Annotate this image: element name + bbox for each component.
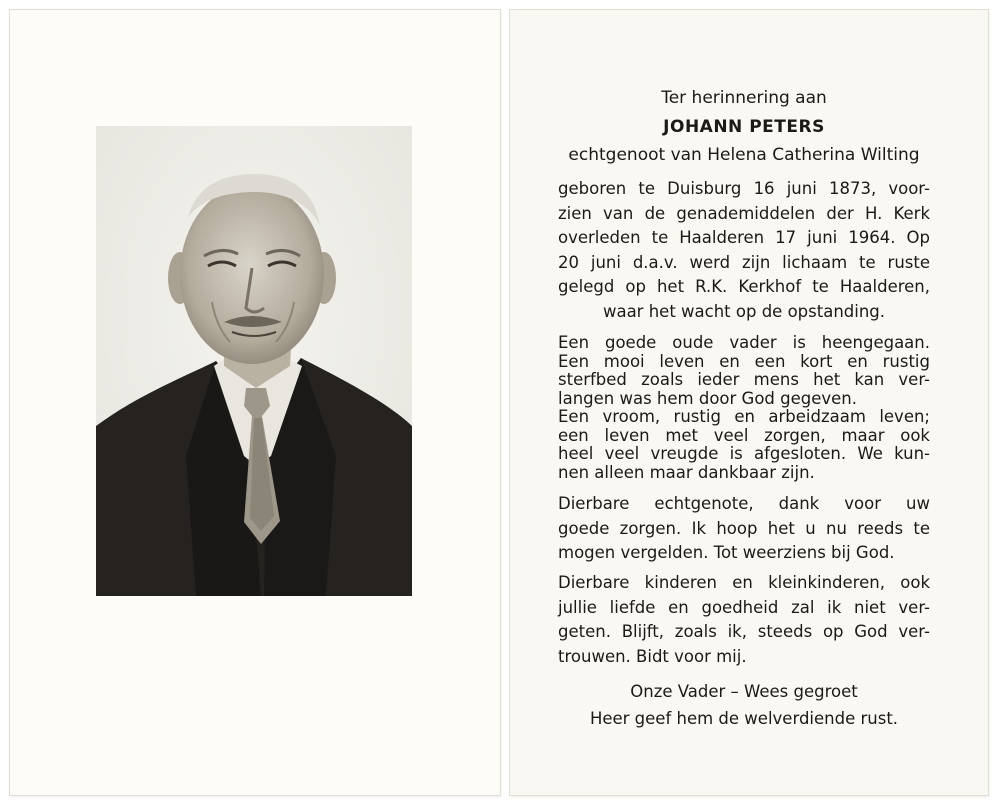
tribute-line: Een mooi leven en een kort en rustig xyxy=(558,351,930,371)
spouse-paragraph-line: mogen vergelden. Tot weerziens bij God. xyxy=(558,543,895,562)
spouse-paragraph xyxy=(558,492,930,566)
children-paragraph xyxy=(558,571,930,669)
tribute-line: nen alleen maar dankbaar zijn. xyxy=(558,462,815,482)
tribute-line: heel veel vreugde is afgesloten. We kun- xyxy=(558,444,930,463)
tribute-line: een leven met veel zorgen, maar ook xyxy=(558,425,930,445)
children-paragraph-line: jullie liefde en goedheid zal ik niet ver- xyxy=(558,597,930,617)
biography-line: waar het wacht op de opstanding. xyxy=(602,301,886,321)
biography-line: gelegd op het R.K. Kerkhof te Haalderen, xyxy=(558,277,930,296)
spouse-paragraph-line: goede zorgen. Ik hoop het u nu reeds te xyxy=(558,518,930,538)
spouse-paragraph-line: Dierbare echtgenote, dank voor uw xyxy=(558,494,930,513)
biography-line: overleden te Haalderen 17 juni 1964. Op xyxy=(558,228,930,247)
deceased-name: JOHANN PETERS xyxy=(663,117,825,137)
tribute-paragraph xyxy=(558,334,930,482)
intro-line: Ter herinnering aan xyxy=(661,88,827,108)
prayer-line: Onze Vader – Wees gegroet xyxy=(630,682,858,701)
children-paragraph-line: Dierbare kinderen en kleinkinderen, ook xyxy=(558,573,930,592)
biography-line: 20 juni d.a.v. werd zijn lichaam te ruste xyxy=(558,252,930,272)
biography-line: geboren te Duisburg 16 juni 1873, voor- xyxy=(558,179,930,198)
tribute-line: Een vroom, rustig en arbeidzaam leven; xyxy=(558,407,930,426)
biography-line: zien van de genademiddelen der H. Kerk xyxy=(558,203,930,223)
tribute-line: Een goede oude vader is heengegaan. xyxy=(558,333,930,352)
spouse-line: echtgenoot van Helena Catherina Wilting xyxy=(568,145,920,165)
memorial-card-text-side xyxy=(510,10,988,795)
children-paragraph-line: trouwen. Bidt voor mij. xyxy=(558,646,747,666)
memorial-card-photo-side xyxy=(10,10,500,795)
tribute-line: langen was hem door God gegeven. xyxy=(558,388,858,408)
portrait-photo xyxy=(96,126,412,596)
biography-paragraph xyxy=(558,177,930,324)
tribute-line: sterfbed zoals ieder mens het kan ver- xyxy=(558,370,930,389)
closing-prayer xyxy=(558,678,930,732)
blessing-line: Heer geef hem de welverdiende rust. xyxy=(589,709,899,728)
children-paragraph-line: geten. Blijft, zoals ik, steeds op God ver- xyxy=(558,622,930,641)
